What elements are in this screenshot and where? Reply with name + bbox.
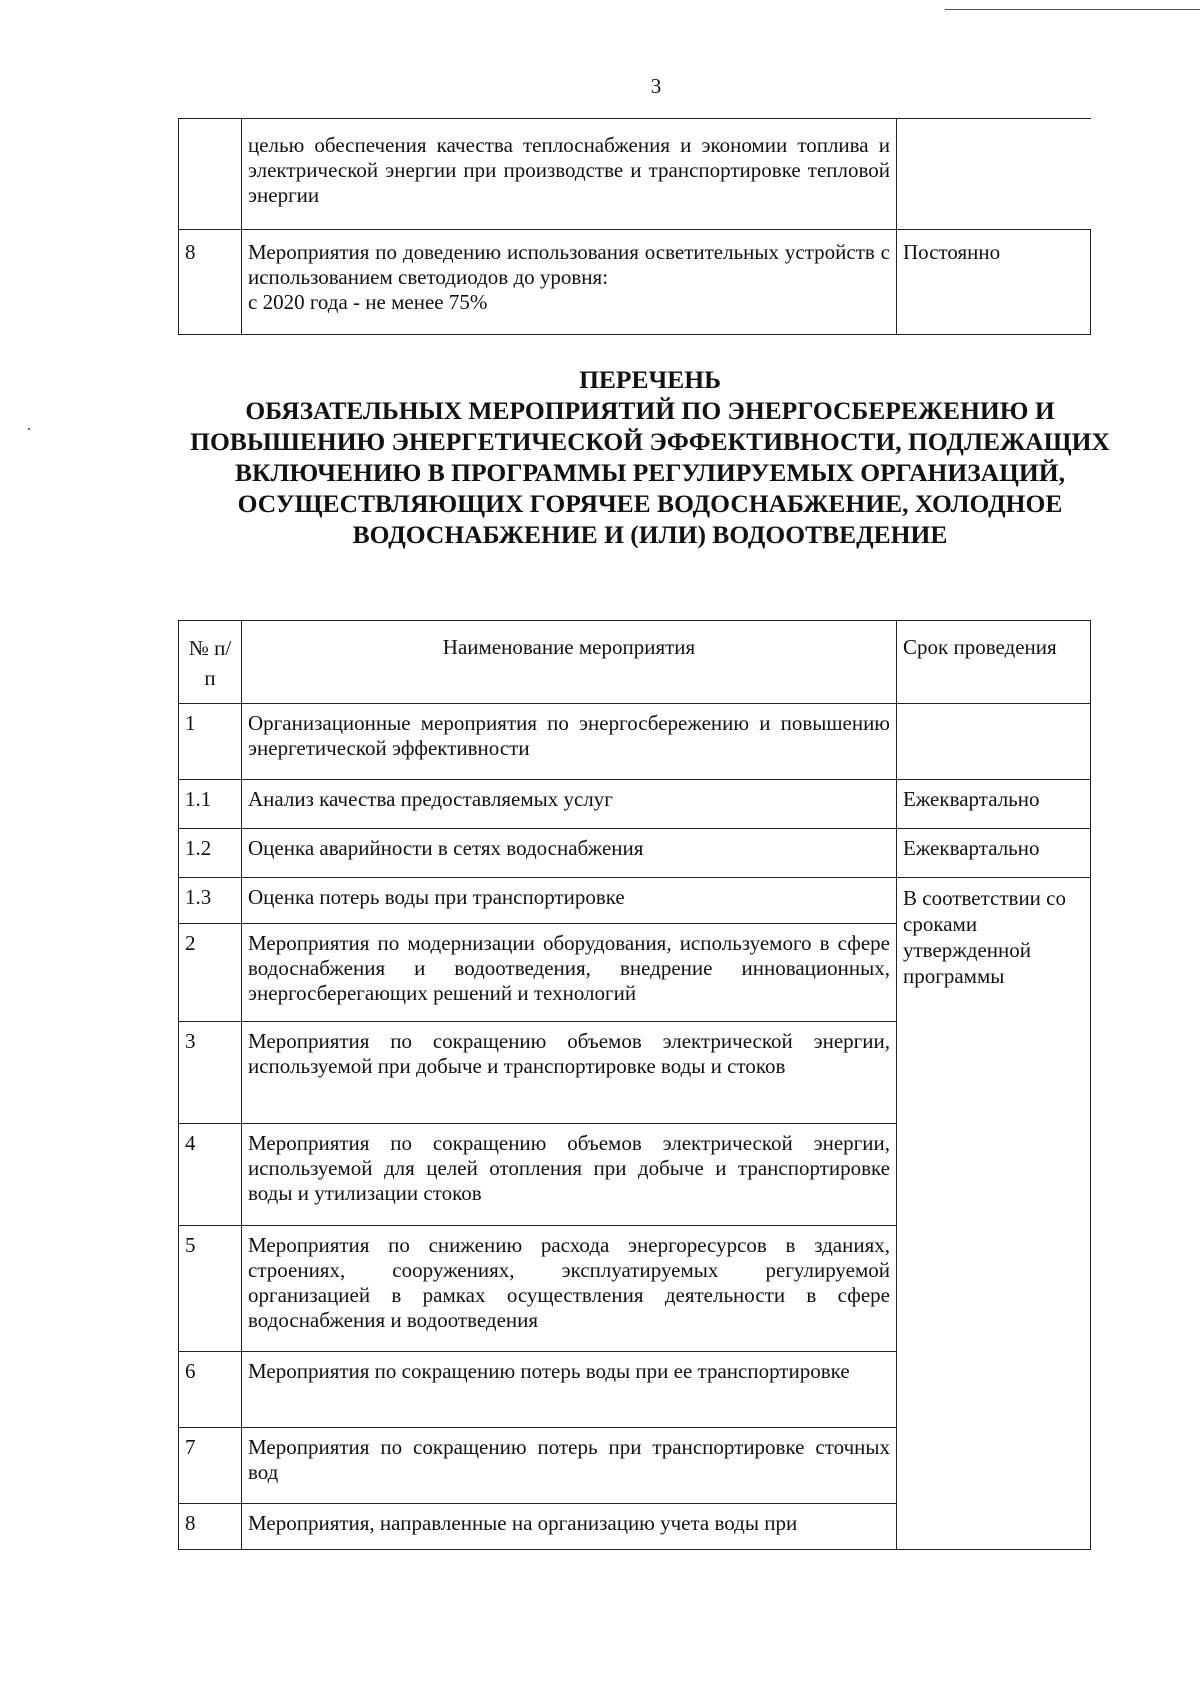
table-row [179, 878, 1091, 924]
measure-name: Мероприятия по модернизации оборудования, используемого в сфере водоснабжения и водоотведения, внедрение инновационных, энергосберегающих решений и технологий [242, 924, 897, 1022]
measure-term [897, 704, 1091, 780]
header-name: Наименование мероприятия [242, 621, 897, 704]
header-number: № п/п [179, 621, 242, 704]
scan-edge-line [945, 9, 1200, 10]
measure-name: Мероприятия по сокращению потерь воды при ее транспортировке [242, 1352, 897, 1428]
measures-table [178, 620, 1091, 1550]
row-number: 6 [179, 1352, 242, 1428]
measure-name: Оценка потерь воды при транспортировке [242, 878, 897, 924]
page-number: 3 [650, 74, 662, 98]
measure-name-line: с 2020 года - не менее 75% [248, 290, 488, 314]
measure-term: Ежеквартально [897, 829, 1091, 878]
measure-name: Мероприятия по снижению расхода энергоресурсов в зданиях, строениях, сооружениях, эксплуатируемых регулируемой организацией в рамках осуществления деятельности в сфере водоснабжения и водоотведения [242, 1226, 897, 1352]
measure-term: Ежеквартально [897, 780, 1091, 829]
row-number: 5 [179, 1226, 242, 1352]
table-row [179, 704, 1091, 780]
row-number: 7 [179, 1428, 242, 1504]
scan-speck [28, 428, 30, 430]
table-header-row [179, 621, 1091, 704]
row-number: 3 [179, 1022, 242, 1124]
measure-term [897, 119, 1091, 230]
row-number: 8 [179, 230, 242, 335]
document-title [170, 364, 1130, 550]
row-number: 2 [179, 924, 242, 1022]
table-row [179, 119, 1091, 230]
measure-name: Мероприятия, направленные на организацию учета воды при [242, 1504, 897, 1550]
continuation-table [178, 118, 1091, 335]
title-subheading: ОБЯЗАТЕЛЬНЫХ МЕРОПРИЯТИЙ ПО ЭНЕРГОСБЕРЕЖЕНИЮ И ПОВЫШЕНИЮ ЭНЕРГЕТИЧЕСКОЙ ЭФФЕКТИВНОСТИ, ПОДЛЕЖАЩИХ ВКЛЮЧЕНИЮ В ПРОГРАММЫ РЕГУЛИРУЕМЫХ ОРГАНИЗАЦИЙ, ОСУЩЕСТВЛЯЮЩИХ ГОРЯЧЕЕ ВОДОСНАБЖЕНИЕ, ХОЛОДНОЕ ВОДОСНАБЖЕНИЕ И (ИЛИ) ВОДООТВЕДЕНИЕ [190, 396, 1110, 549]
row-number: 4 [179, 1124, 242, 1226]
table-row [179, 780, 1091, 829]
header-term: Срок проведения [897, 621, 1091, 704]
measure-term: Постоянно [897, 230, 1091, 335]
row-number: 1.3 [179, 878, 242, 924]
measure-name: Анализ качества предоставляемых услуг [242, 780, 897, 829]
table-row [179, 829, 1091, 878]
measure-name: Организационные мероприятия по энергосбережению и повышению энергетической эффективности [242, 704, 897, 780]
measure-name: Мероприятия по сокращению потерь при транспортировке сточных вод [242, 1428, 897, 1504]
row-number: 8 [179, 1504, 242, 1550]
measure-name: целью обеспечения качества теплоснабжения и экономии топлива и электрической энергии при производстве и транспортировке тепловой энергии [242, 119, 897, 230]
measure-term: В соответствии со сроками утвержденной программы [897, 878, 1091, 1550]
measure-name: Оценка аварийности в сетях водоснабжения [242, 829, 897, 878]
measure-name [242, 230, 897, 335]
measure-name: Мероприятия по сокращению объемов электрической энергии, используемой при добыче и транспортировке воды и стоков [242, 1022, 897, 1124]
table-row [179, 230, 1091, 335]
row-number [179, 119, 242, 230]
row-number: 1.2 [179, 829, 242, 878]
title-heading: ПЕРЕЧЕНЬ [579, 365, 721, 394]
row-number: 1.1 [179, 780, 242, 829]
measure-name: Мероприятия по сокращению объемов электрической энергии, используемой для целей отопления при добыче и транспортировке воды и утилизации стоков [242, 1124, 897, 1226]
measure-name-line: Мероприятия по доведению использования осветительных устройств с использованием светодиодов до уровня: [248, 240, 890, 289]
row-number: 1 [179, 704, 242, 780]
